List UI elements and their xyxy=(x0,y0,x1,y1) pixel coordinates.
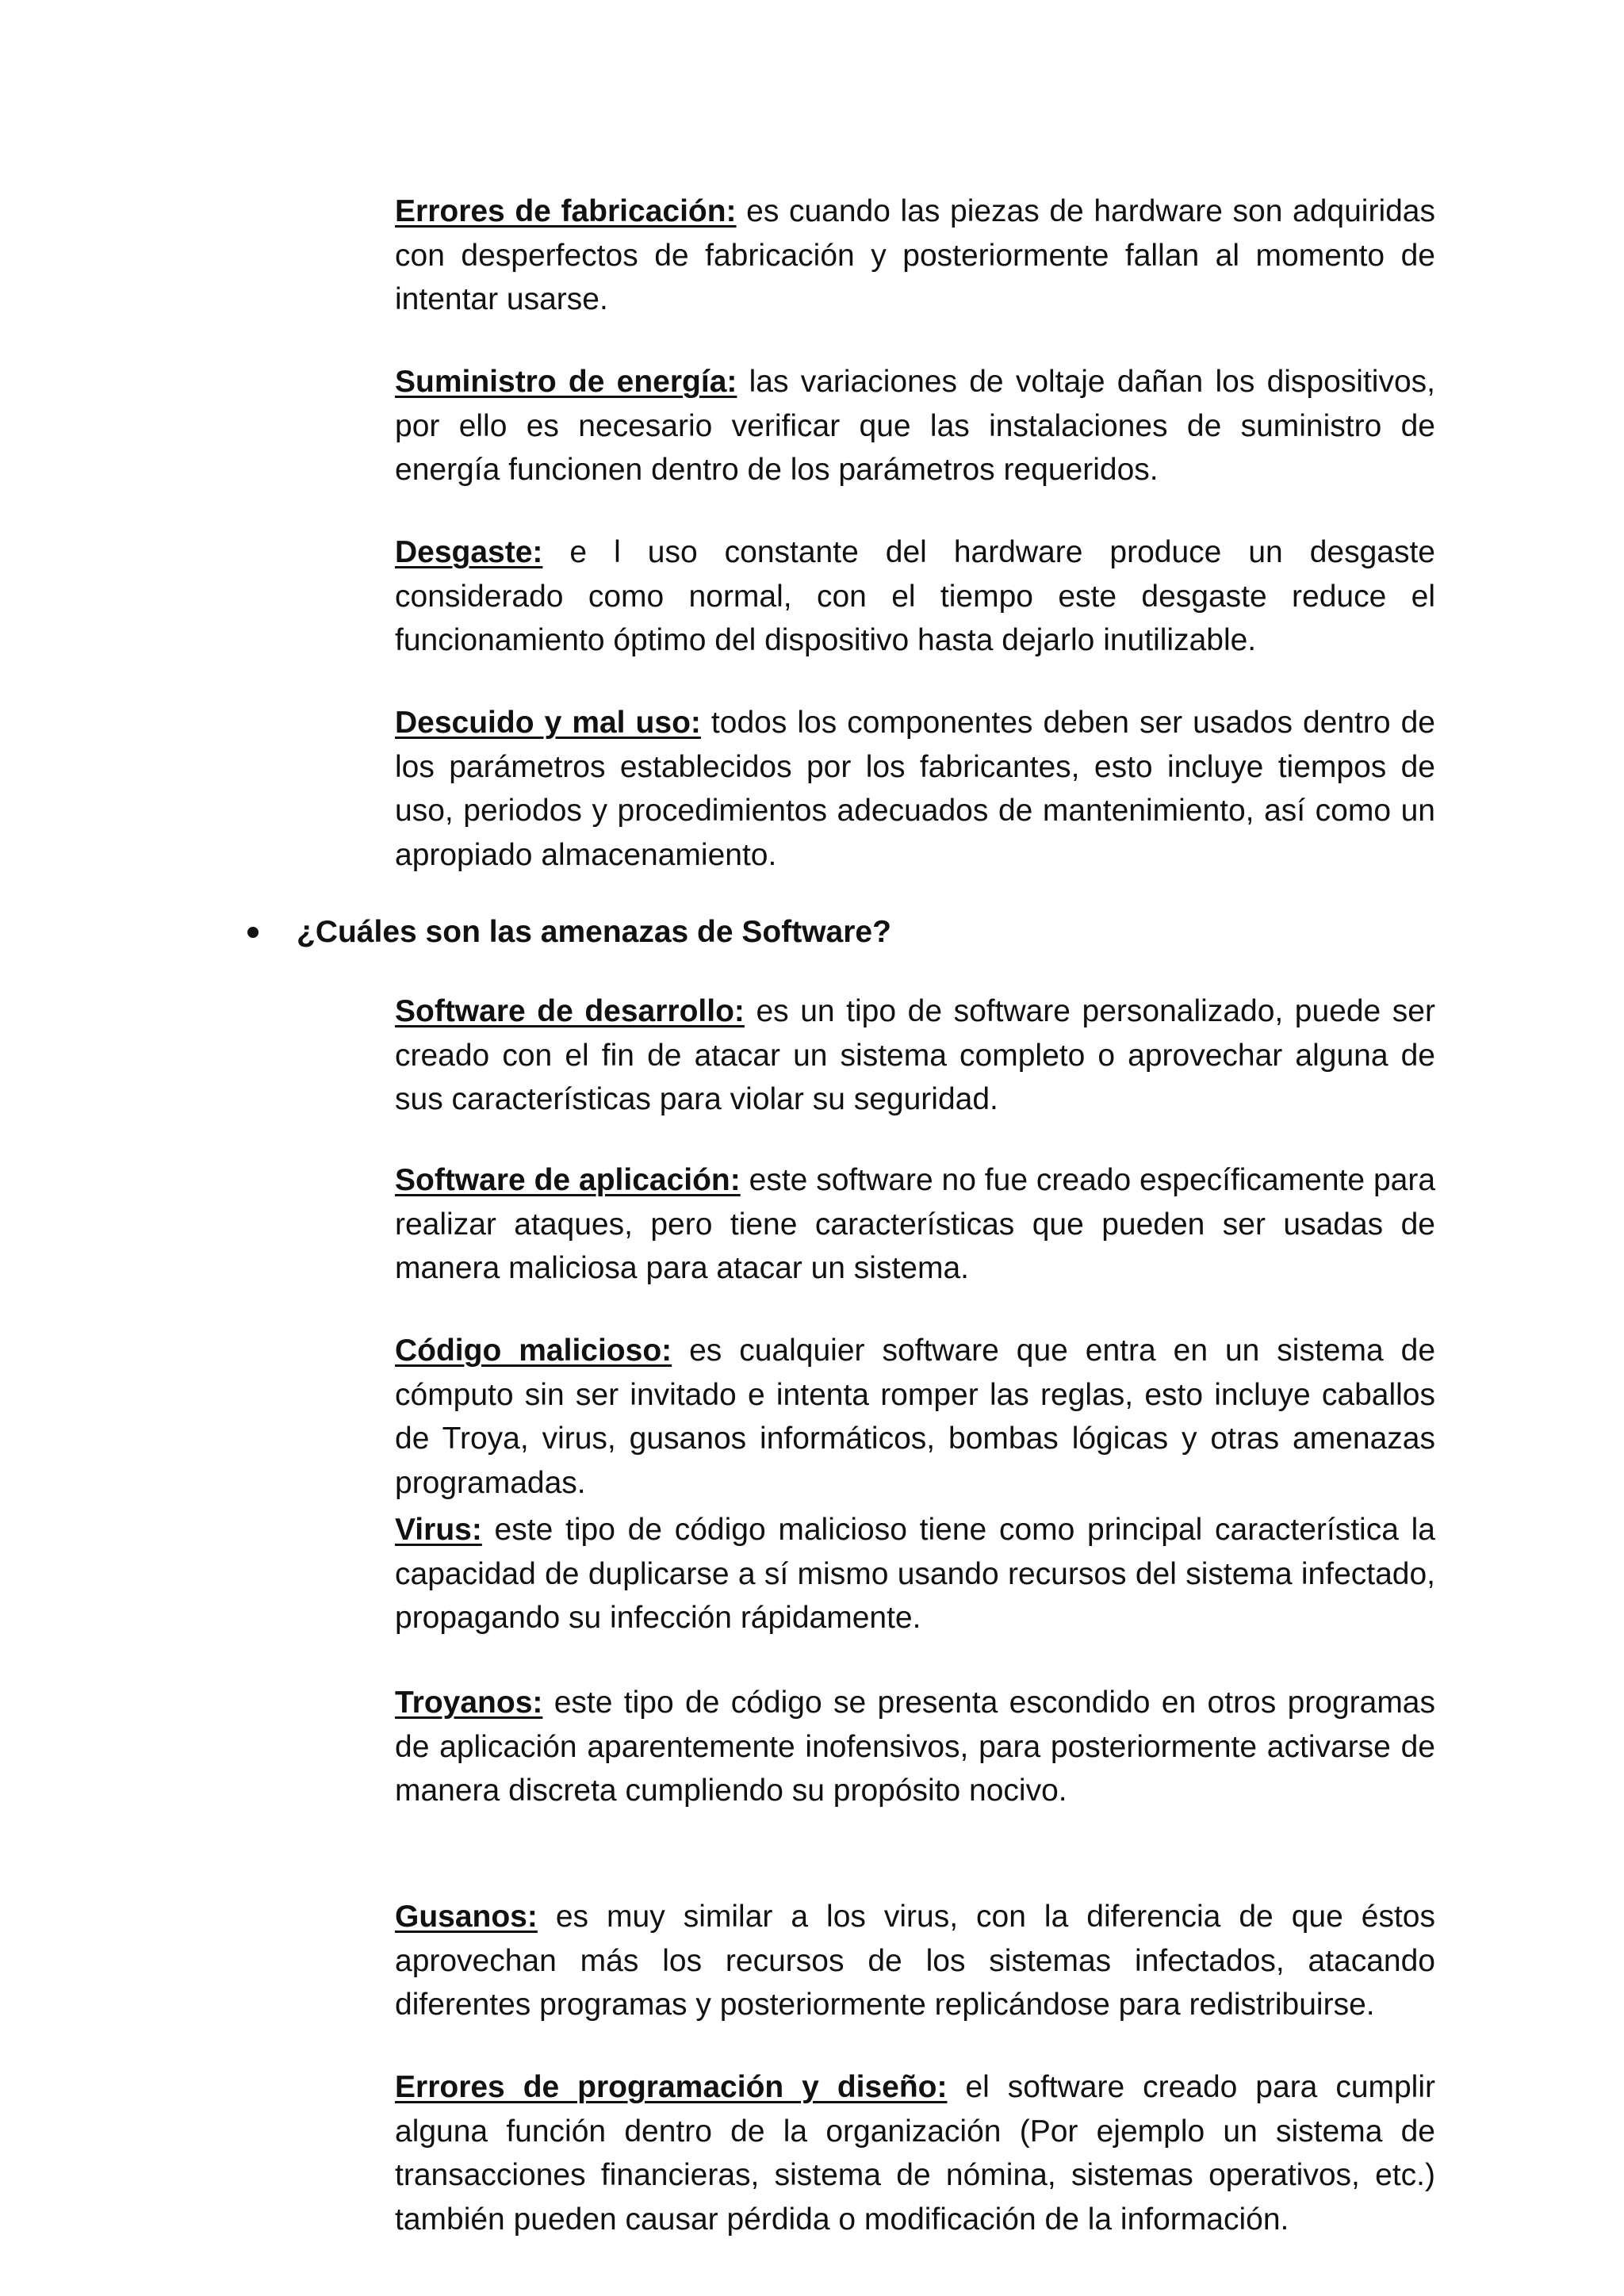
paragraph-troyanos xyxy=(395,1681,1435,1813)
definition-descuido-mal-uso: todos los componentes deben ser usados dentro de los parámetros establecidos por los fabricantes, esto incluye tiempos de uso, periodos y procedimientos adecuados de mantenimiento, así como un apropiado almacenamiento. xyxy=(395,706,1435,872)
paragraph-errores-programacion-diseno xyxy=(395,2065,1435,2241)
software-threats-question xyxy=(238,910,1427,958)
definition-errores-programacion-diseno: el software creado para cumplir alguna función dentro de la organización (Por ejemplo un sistema de transacciones financieras, sistema de nómina, sistemas operativos, etc.) también pueden causar pérdida o modificación de la información. xyxy=(395,2070,1436,2237)
term-desgaste: Desgaste: xyxy=(395,535,543,569)
paragraph-descuido-mal-uso xyxy=(395,701,1435,877)
paragraph-errores-fabricacion xyxy=(395,189,1435,322)
definition-suministro-energia: las variaciones de voltaje dañan los dispositivos, por ello es necesario verificar que las instalaciones de suministro de energía funcionen dentro de los parámetros requeridos. xyxy=(395,365,1435,487)
paragraph-software-aplicacion xyxy=(395,1158,1435,1291)
definition-software-desarrollo: es un tipo de software personalizado, puede ser creado con el fin de atacar un sistema completo o aprovechar alguna de sus características para violar su seguridad. xyxy=(395,994,1435,1116)
definition-gusanos: es muy similar a los virus, con la diferencia de que éstos aprovechan más los recursos de los sistemas infectados, atacando diferentes programas y posteriormente replicándose para redistribuirse. xyxy=(395,1900,1435,2022)
term-errores-fabricacion: Errores de fabricación: xyxy=(395,194,737,228)
definition-virus: este tipo de código malicioso tiene como principal característica la capacidad de duplicarse a sí mismo usando recursos del sistema infectado, propagando su infección rápidamente. xyxy=(395,1513,1435,1635)
definition-codigo-malicioso: es cualquier software que entra en un sistema de cómputo sin ser invitado e intenta romper las reglas, esto incluye caballos de Troya, virus, gusanos informáticos, bombas lógicas y otras amenazas programadas. xyxy=(395,1334,1436,1500)
paragraph-desgaste xyxy=(395,530,1435,663)
term-gusanos: Gusanos: xyxy=(395,1900,538,1934)
paragraph-codigo-malicioso xyxy=(395,1329,1435,1505)
term-codigo-malicioso: Código malicioso: xyxy=(395,1334,672,1368)
definition-troyanos: este tipo de código se presenta escondido en otros programas de aplicación aparentemente inofensivos, para posteriormente activarse de manera discreta cumpliendo su propósito nocivo. xyxy=(395,1686,1435,1808)
term-descuido-mal-uso: Descuido y mal uso: xyxy=(395,706,701,740)
term-virus: Virus: xyxy=(395,1513,482,1547)
definition-desgaste: e l uso constante del hardware produce un desgaste considerado como normal, con el tiempo este desgaste reduce el funcionamiento óptimo del dispositivo hasta dejarlo inutilizable. xyxy=(395,535,1435,657)
term-errores-programacion-diseno: Errores de programación y diseño: xyxy=(395,2070,948,2104)
paragraph-software-desarrollo xyxy=(395,989,1435,1122)
term-troyanos: Troyanos: xyxy=(395,1686,543,1720)
paragraph-virus xyxy=(395,1508,1435,1640)
term-software-aplicacion: Software de aplicación: xyxy=(395,1163,741,1197)
paragraph-suministro-energia xyxy=(395,360,1435,492)
term-software-desarrollo: Software de desarrollo: xyxy=(395,994,745,1028)
question-text: ¿Cuáles son las amenazas de Software? xyxy=(297,915,891,949)
paragraph-gusanos xyxy=(395,1895,1435,2027)
definition-errores-fabricacion: es cuando las piezas de hardware son adquiridas con desperfectos de fabricación y posteriormente fallan al momento de intentar usarse. xyxy=(395,194,1436,316)
term-suministro-energia: Suministro de energía: xyxy=(395,365,737,399)
bullet-icon xyxy=(247,927,259,938)
definition-software-aplicacion: este software no fue creado específicamente para realizar ataques, pero tiene características que pueden ser usadas de manera maliciosa para atacar un sistema. xyxy=(395,1163,1436,1285)
